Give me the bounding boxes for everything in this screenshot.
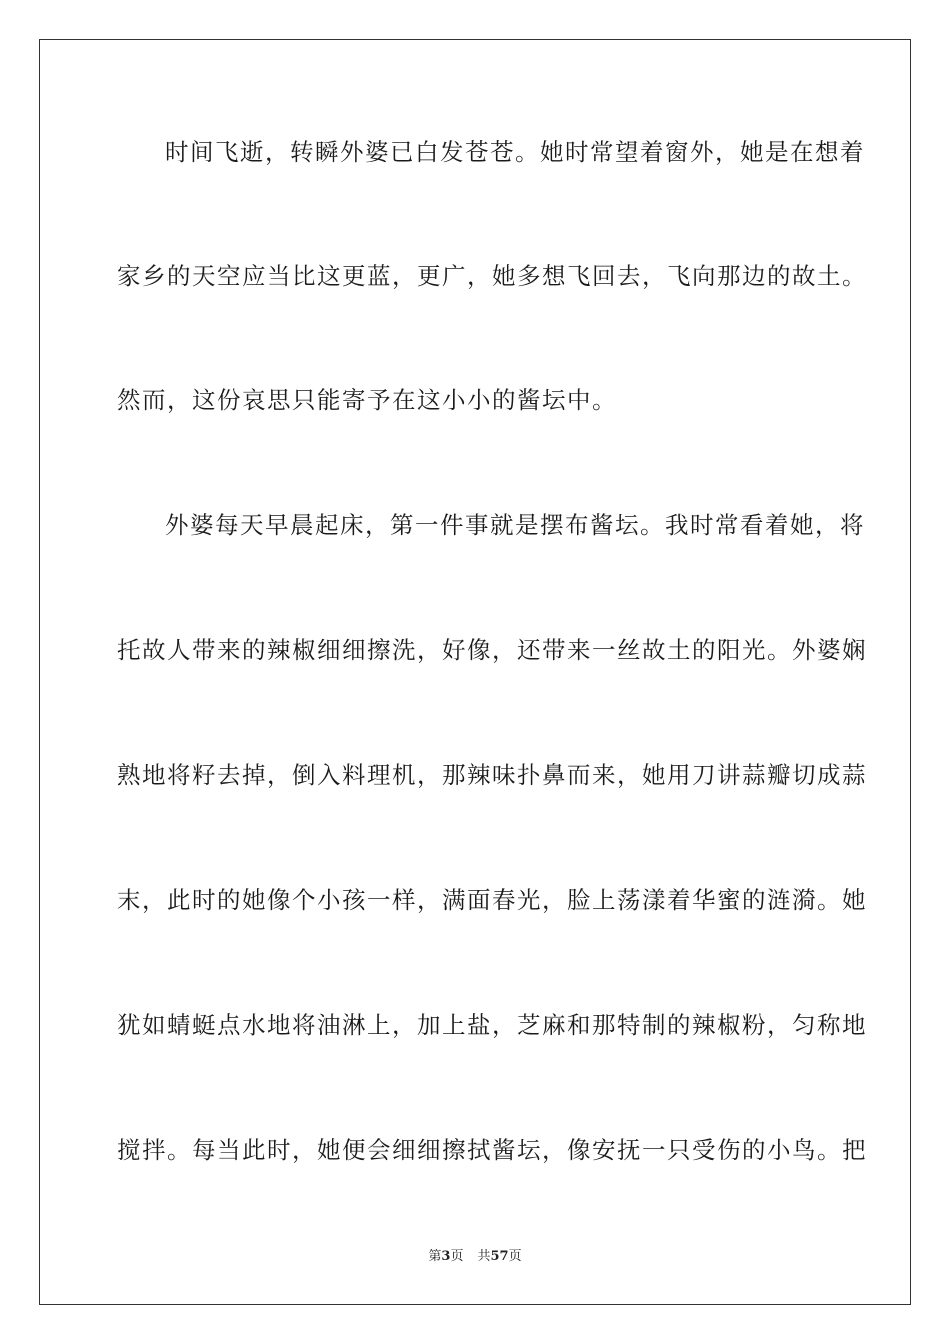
page-footer xyxy=(0,1248,950,1266)
page-number: 3 xyxy=(441,1249,451,1264)
paragraph-2-line-3: 熟地将籽去掉，倒入料理机，那辣味扑鼻而来，她用刀讲蒜瓣切成蒜 xyxy=(117,761,867,789)
paragraph-1-line-2: 家乡的天空应当比这更蓝，更广，她多想飞回去，飞向那边的故土。 xyxy=(117,262,867,290)
total-suffix: 页 xyxy=(508,1249,522,1264)
paragraph-2-line-6: 搅拌。每当此时，她便会细细擦拭酱坛，像安抚一只受伤的小鸟。把 xyxy=(117,1136,867,1164)
total-prefix: 共 xyxy=(477,1249,491,1264)
paragraph-2-line-5: 犹如蜻蜓点水地将油淋上，加上盐，芝麻和那特制的辣椒粉，匀称地 xyxy=(117,1011,867,1039)
page-prefix: 第 xyxy=(428,1249,442,1264)
paragraph-2-line-1: 外婆每天早晨起床，第一件事就是摆布酱坛。我时常看着她，将 xyxy=(165,511,865,539)
page-border xyxy=(39,39,911,1305)
paragraph-2-line-4: 末，此时的她像个小孩一样，满面春光，脸上荡漾着华蜜的涟漪。她 xyxy=(117,886,867,914)
paragraph-2-line-2: 托故人带来的辣椒细细擦洗，好像，还带来一丝故土的阳光。外婆娴 xyxy=(117,636,867,664)
paragraph-1-line-1: 时间飞逝，转瞬外婆已白发苍苍。她时常望着窗外，她是在想着 xyxy=(165,138,865,166)
total-pages: 57 xyxy=(490,1249,509,1264)
paragraph-1-line-3: 然而，这份哀思只能寄予在这小小的酱坛中。 xyxy=(117,386,617,414)
page-suffix: 页 xyxy=(450,1249,464,1264)
